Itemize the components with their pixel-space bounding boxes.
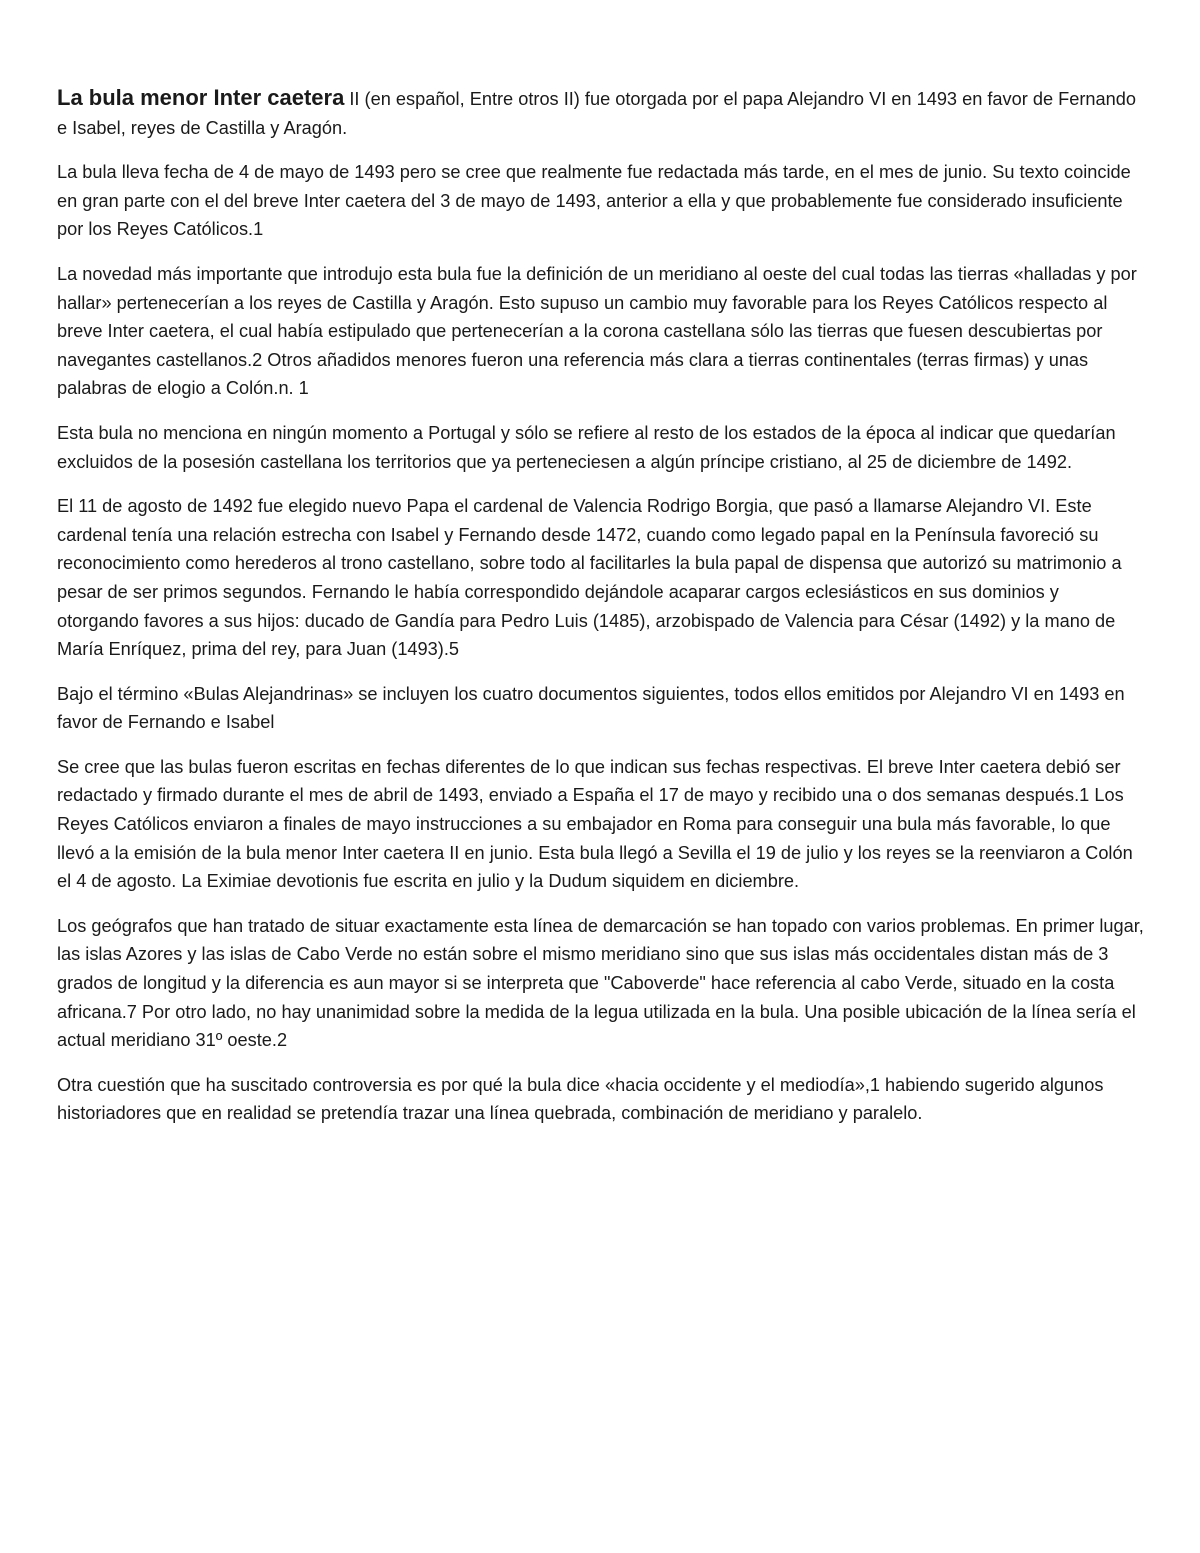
- paragraph-fechas: Se cree que las bulas fueron escritas en fechas diferentes de lo que indican sus fechas respectivas. El breve Inter caetera debió ser redactado y firmado durante el mes de abril de 1493, enviado a España el 17 de mayo y recibido una o dos semanas después.1 Los Reyes Católicos enviaron a finales de mayo instrucciones a su embajador en Roma para conseguir una bula más favorable, lo que llevó a la emisión de la bula menor Inter caetera II en junio. Esta bula llegó a Sevilla el 19 de julio y los reyes se la reenviaron a Colón el 4 de agosto. La Eximiae devotionis fue escrita en julio y la Dudum siquidem en diciembre.: [57, 756, 1133, 892]
- paragraph-controversia: Otra cuestión que ha suscitado controversia es por qué la bula dice «hacia occidente y el mediodía»,1 habiendo sugerido algunos historiadores que en realidad se pretendía trazar una línea quebrada, combinación de meridiano y paralelo.: [57, 1074, 1104, 1124]
- intro-text: II (en español, Entre otros II) fue otorgada por el papa Alejandro VI en 1493 en favor de Fernando e Isabel, reyes de Castilla y Aragón.: [57, 89, 1137, 138]
- paragraph-bulas-alejandrinas: Bajo el término «Bulas Alejandrinas» se incluyen los cuatro documentos siguientes, todos ellos emitidos por Alejandro VI en 1493 en favor de Fernando e Isabel: [57, 683, 1125, 733]
- paragraph-borgia: El 11 de agosto de 1492 fue elegido nuevo Papa el cardenal de Valencia Rodrigo Borgia, que pasó a llamarse Alejandro VI. Este cardenal tenía una relación estrecha con Isabel y Fernando desde 1472, cuando como legado papal en la Península favoreció su reconocimiento como herederos al trono castellano, sobre todo al facilitarles la bula papal de dispensa que autorizó su matrimonio a pesar de ser primos segundos. Fernando le había correspondido dejándole acaparar cargos eclesiásticos en sus dominios y otorgando favores a sus hijos: ducado de Gandía para Pedro Luis (1485), arzobispado de Valencia para César (1492) y la mano de María Enríquez, prima del rey, para Juan (1493).5: [57, 496, 1122, 660]
- paragraph-geografos: Los geógrafos que han tratado de situar exactamente esta línea de demarcación se han topado con varios problemas. En primer lugar, las islas Azores y las islas de Cabo Verde no están sobre el mismo meridiano sino que sus islas más occidentales distan más de 3 grados de longitud y la diferencia es aun mayor si se interpreta que "Caboverde" hace referencia al cabo Verde, situado en la costa africana.7 Por otro lado, no hay unanimidad sobre la medida de la legua utilizada en la bula. Una posible ubicación de la línea sería el actual meridiano 31º oeste.2: [57, 915, 1144, 1051]
- paragraph-fecha: La bula lleva fecha de 4 de mayo de 1493 pero se cree que realmente fue redactada más tarde, en el mes de junio. Su texto coincide en gran parte con el del breve Inter caetera del 3 de mayo de 1493, anterior a ella y que probablemente fue considerado insuficiente por los Reyes Católicos.1: [57, 162, 1131, 240]
- document-title: La bula menor Inter caetera: [57, 85, 345, 110]
- intro-paragraph: [57, 84, 1145, 142]
- paragraph-novedad: La novedad más importante que introdujo esta bula fue la definición de un meridiano al oeste del cual todas las tierras «halladas y por hallar» pertenecerían a los reyes de Castilla y Aragón. Esto supuso un cambio muy favorable para los Reyes Católicos respecto al breve Inter caetera, el cual había estipulado que pertenecerían a la corona castellana sólo las tierras que fuesen descubiertas por navegantes castellanos.2 Otros añadidos menores fueron una referencia más clara a tierras continentales (terras firmas) y unas palabras de elogio a Colón.n. 1: [57, 263, 1137, 399]
- paragraph-portugal: Esta bula no menciona en ningún momento a Portugal y sólo se refiere al resto de los estados de la época al indicar que quedarían excluidos de la posesión castellana los territorios que ya perteneciesen a algún príncipe cristiano, al 25 de diciembre de 1492.: [57, 422, 1116, 472]
- document-page: [57, 84, 1145, 1144]
